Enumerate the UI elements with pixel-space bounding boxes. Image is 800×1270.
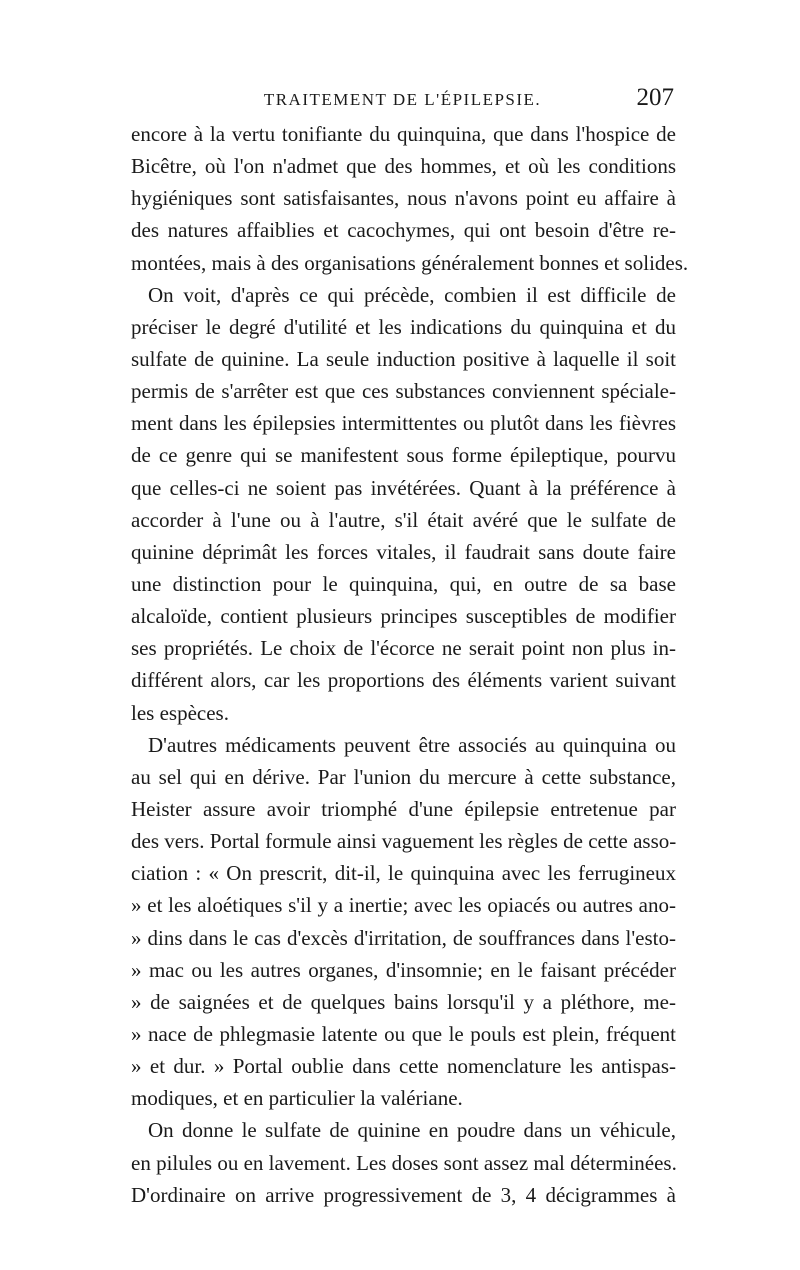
paragraph [131, 118, 689, 279]
text-line: au sel qui en dérive. Par l'union du mercure à cette substance, [131, 764, 676, 789]
text-line: alcaloïde, contient plusieurs principes susceptibles de modifier [131, 604, 676, 629]
text-line: préciser le degré d'utilité et les indications du quinquina et du [131, 314, 676, 339]
text-line: différent alors, car les proportions des éléments varient suivant [131, 668, 676, 693]
text-line: » et les aloétiques s'il y a inertie; avec les opiacés ou autres ano- [131, 893, 676, 918]
text-line: des natures affaiblies et cacochymes, qui ont besoin d'être re- [131, 218, 676, 243]
text-line: On donne le sulfate de quinine en poudre dans un véhicule, [148, 1118, 676, 1143]
running-head [131, 84, 674, 120]
text-line: » de saignées et de quelques bains lorsqu'il y a pléthore, me- [131, 989, 676, 1014]
text-line: » dins dans le cas d'excès d'irritation, de souffrances dans l'esto- [131, 925, 676, 950]
text-line: de ce genre qui se manifestent sous forme épileptique, pourvu [131, 443, 676, 468]
text-line: ses propriétés. Le choix de l'écorce ne serait point non plus in- [131, 636, 676, 661]
text-line: D'ordinaire on arrive progressivement de 3, 4 décigrammes à [131, 1182, 676, 1207]
text-line: hygiéniques sont satisfaisantes, nous n'avons point eu affaire à [131, 186, 676, 211]
text-line: » et dur. » Portal oublie dans cette nomenclature les antispas- [131, 1054, 676, 1079]
text-line: que celles-ci ne soient pas invétérées. Quant à la préférence à [131, 475, 676, 500]
text-line: montées, mais à des organisations généralement bonnes et solides. [131, 250, 689, 275]
text-line: quinine déprimât les forces vitales, il faudrait sans doute faire [131, 539, 676, 564]
text-line: » mac ou les autres organes, d'insomnie; en le faisant précéder [131, 957, 676, 982]
text-line: » nace de phlegmasie latente ou que le pouls est plein, fréquent [131, 1021, 676, 1046]
text-line: D'autres médicaments peuvent être associés au quinquina ou [148, 732, 676, 757]
text-line: encore à la vertu tonifiante du quinquina, que dans l'hospice de [131, 122, 676, 146]
text-line: modiques, et en particulier la valériane. [131, 1086, 463, 1111]
running-title: TRAITEMENT DE L'ÉPILEPSIE. [263, 90, 542, 109]
text-line: Heister assure avoir triomphé d'une épilepsie entretenue par [131, 796, 676, 821]
text-line: une distinction pour le quinquina, qui, en outre de sa base [131, 571, 676, 596]
paragraph [131, 1114, 676, 1210]
text-line: sulfate de quinine. La seule induction positive à laquelle il soit [131, 346, 676, 371]
text-line: des vers. Portal formule ainsi vaguement les règles de cette asso- [131, 829, 677, 854]
text-line: On voit, d'après ce qui précède, combien il est difficile de [148, 282, 676, 307]
paragraph [131, 729, 676, 1115]
text-line: permis de s'arrêter est que ces substances conviennent spéciale- [131, 379, 676, 404]
body-text [131, 118, 689, 1211]
text-line: Bicêtre, où l'on n'admet que des hommes, et où les conditions [131, 154, 676, 179]
paragraph [131, 279, 676, 729]
text-line: ment dans les épilepsies intermittentes ou plutôt dans les fièvres [131, 411, 676, 436]
page-number: 207 [636, 84, 674, 111]
text-line: accorder à l'une ou à l'autre, s'il était avéré que le sulfate de [131, 507, 676, 532]
text-line: les espèces. [131, 700, 229, 725]
text-line: ciation : « On prescrit, dit-il, le quinquina avec les ferrugineux [131, 861, 676, 886]
text-line: en pilules ou en lavement. Les doses sont assez mal déterminées. [131, 1150, 677, 1175]
